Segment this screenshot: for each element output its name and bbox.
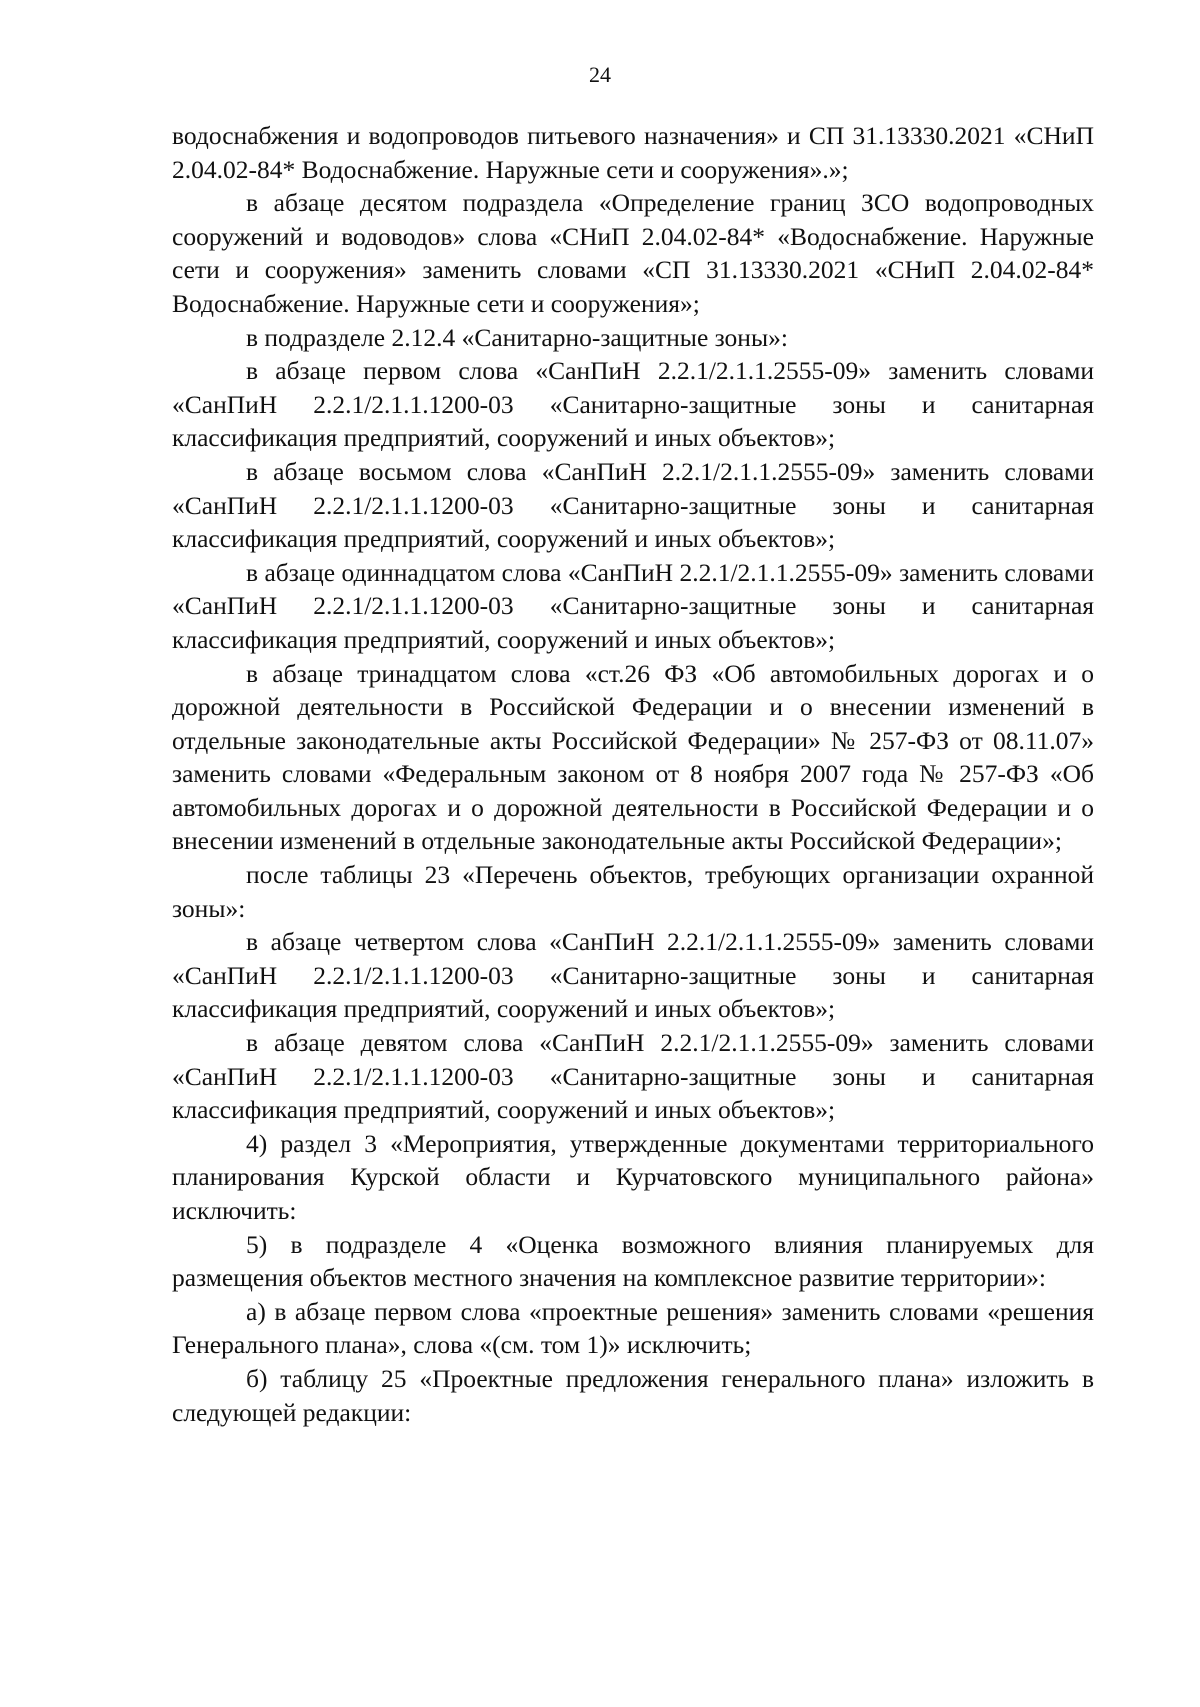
paragraph: 4) раздел 3 «Мероприятия, утвержденные документами территориального планирования Курской области и Курчатовского муниципального района» исключить: [172, 1128, 1094, 1225]
paragraph: водоснабжения и водопроводов питьевого назначения» и СП 31.13330.2021 «СНиП 2.04.02-84* Водоснабжение. Наружные сети и сооружения».»; [172, 121, 1094, 184]
paragraph: б) таблицу 25 «Проектные предложения генерального плана» изложить в следующей редакции: [172, 1363, 1094, 1427]
paragraph: после таблицы 23 «Перечень объектов, требующих организации охранной зоны»: [172, 860, 1094, 923]
paragraph: 5) в подразделе 4 «Оценка возможного влияния планируемых для размещения объектов местного значения на комплексное развитие территории»: [172, 1229, 1094, 1293]
paragraph: в абзаце восьмом слова «СанПиН 2.2.1/2.1.1.2555-09» заменить словами «СанПиН 2.2.1/2.1.1.1200-03 «Санитарно-защитные зоны и санитарная классификация предприятий, сооружений и иных объектов»; [172, 456, 1094, 554]
paragraph: в абзаце десятом подраздела «Определение границ ЗСО водопроводных сооружений и водоводов» слова «СНиП 2.04.02-84* «Водоснабжение. Наружные сети и сооружения» заменить словами «СП 31.13330.2021 «СНиП 2.04.02-84* Водоснабжение. Наружные сети и сооружения»; [172, 188, 1094, 318]
paragraph: в абзаце девятом слова «СанПиН 2.2.1/2.1.1.2555-09» заменить словами «СанПиН 2.2.1/2.1.1.1200-03 «Санитарно-защитные зоны и санитарная классификация предприятий, сооружений и иных объектов»; [172, 1028, 1094, 1125]
paragraph: в абзаце тринадцатом слова «ст.26 ФЗ «Об автомобильных дорогах и о дорожной деятельности в Российской Федерации и о внесении изменений в отдельные законодательные акты Российской Федерации» № 257-ФЗ от 08.11.07» заменить словами «Федеральным законом от 8 ноября 2007 года № 257-ФЗ «Об автомобильных дорогах и о дорожной деятельности в Российской Федерации и о внесении изменений в отдельные законодательные акты Российской Федерации»; [172, 658, 1094, 856]
document-body [172, 119, 1094, 1429]
paragraph: в абзаце четвертом слова «СанПиН 2.2.1/2.1.1.2555-09» заменить словами «СанПиН 2.2.1/2.1.1.1200-03 «Санитарно-защитные зоны и санитарная классификация предприятий, сооружений и иных объектов»; [172, 927, 1094, 1024]
page-number: 24 [589, 62, 611, 87]
paragraph: в подразделе 2.12.4 «Санитарно-защитные зоны»: [246, 322, 788, 352]
paragraph: в абзаце одиннадцатом слова «СанПиН 2.2.1/2.1.1.2555-09» заменить словами «СанПиН 2.2.1/2.1.1.1200-03 «Санитарно-защитные зоны и санитарная классификация предприятий, сооружений и иных объектов»; [172, 557, 1094, 654]
paragraph: в абзаце первом слова «СанПиН 2.2.1/2.1.1.2555-09» заменить словами «СанПиН 2.2.1/2.1.1.1200-03 «Санитарно-защитные зоны и санитарная классификация предприятий, сооружений и иных объектов»; [172, 356, 1094, 453]
paragraph: а) в абзаце первом слова «проектные решения» заменить словами «решения Генерального плана», слова «(см. том 1)» исключить; [172, 1296, 1094, 1360]
